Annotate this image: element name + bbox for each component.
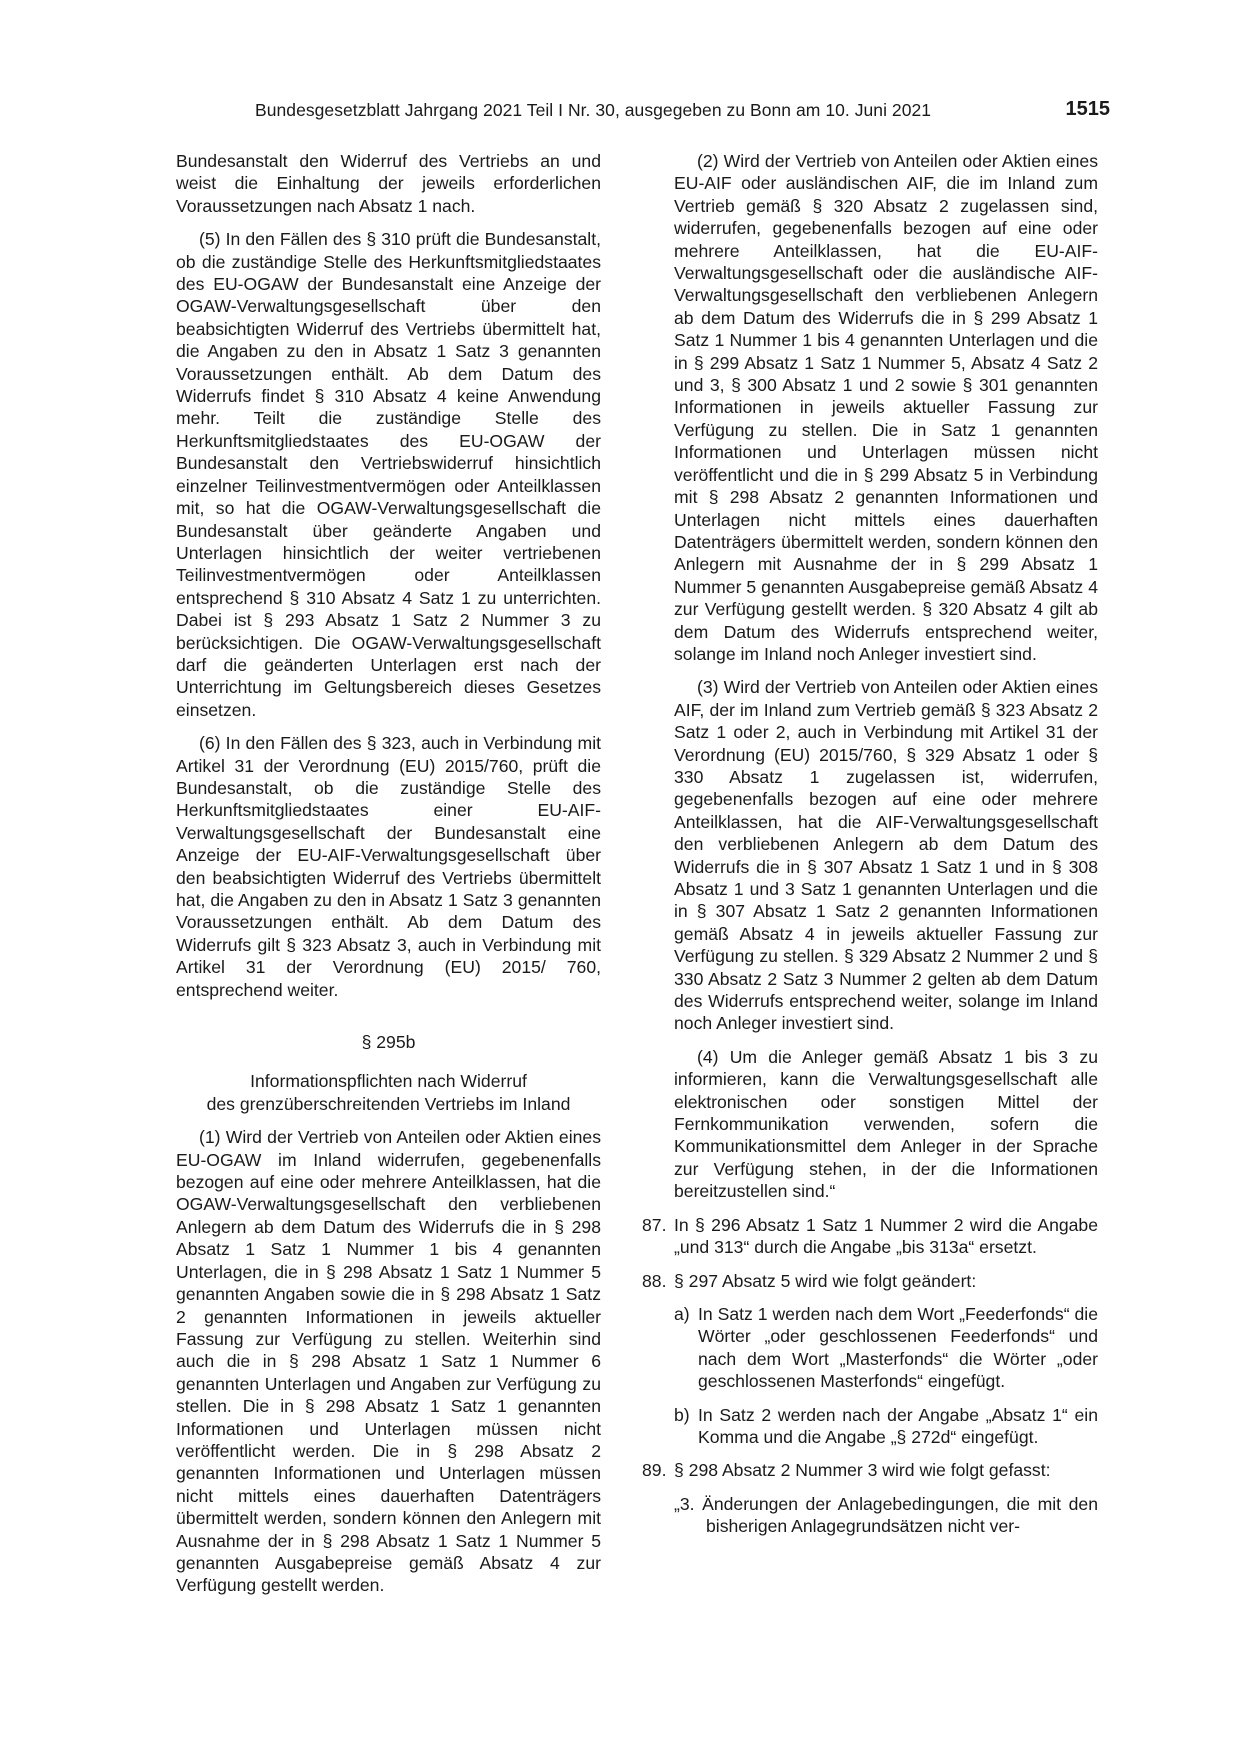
paragraph-3: (3) Wird der Vertrieb von Anteilen oder Aktien eines AIF, der im Inland zum Vertrieb gemäß § 323 Absatz 2 Satz 1 oder 2, auch in Verbindung mit Artikel 31 der Verordnung (EU) 2015/760, § 329 Absatz 1 oder § 330 Absatz 1 zugelassen ist, widerrufen, gegebenenfalls bezogen auf eine oder mehrere Anteilklassen, hat die AIF-Verwaltungsgesellschaft den verbliebenen Anlegern ab dem Datum des Widerrufs die in § 307 Absatz 1 Satz 1 und in § 308 Absatz 1 und 3 Satz 1 genannten Unterlagen und die in § 307 Absatz 1 Satz 2 genannten Informationen gemäß Absatz 4 in jeweils aktueller Fassung zur Verfügung zu stellen. § 329 Absatz 2 Nummer 2 und § 330 Absatz 2 Satz 3 Nummer 2 gelten ab dem Datum des Widerrufs entsprechend weiter, solange im Inland noch Anleger investiert sind. — [674, 677, 1098, 1034]
item-number: 89. — [642, 1460, 667, 1481]
paragraph-2: (2) Wird der Vertrieb von Anteilen oder Aktien eines EU-AIF oder ausländischen AIF, die im Inland zum Vertrieb gemäß § 320 Absatz 2 zugelassen sind, widerrufen, gegebenenfalls bezogen auf eine oder mehrere Anteilklassen, hat die EU-AIF-Verwaltungsgesellschaft oder die ausländische AIF-Verwaltungsgesellschaft den verbliebenen Anlegern ab dem Datum des Widerrufs die in § 299 Absatz 1 Satz 1 Nummer 1 bis 4 genannten Unterlagen und die in § 299 Absatz 1 Satz 1 Nummer 5, Absatz 4 Satz 2 und 3, § 300 Absatz 1 und 2 sowie § 301 genannten Informationen in jeweils aktueller Fassung zur Verfügung zu stellen. Die in Satz 1 genannten Informationen und Unterlagen müssen nicht veröffentlicht und die in § 299 Absatz 5 in Verbindung mit § 298 Absatz 2 genannten Informationen und Unterlagen nicht mittels eines dauerhaften Datenträgers übermittelt werden, sondern können den Anlegern mit Ausnahme der in § 299 Absatz 1 Nummer 5 genannten Ausgabepreise gemäß Absatz 4 zur Verfügung gestellt werden. § 320 Absatz 4 gilt ab dem Datum des Widerrufs entsprechend weiter, solange im Inland noch Anleger investiert sind. — [674, 151, 1098, 664]
sub-item-label: b) — [674, 1404, 690, 1425]
item-number: 88. — [642, 1270, 667, 1291]
left-column — [176, 150, 601, 1608]
section-title — [176, 1070, 601, 1115]
page-header — [175, 98, 1110, 128]
sub-item-88b — [674, 1404, 1098, 1449]
paragraph-continuation: Bundesanstalt den Widerruf des Vertriebs an und weist die Einhaltung der jeweils erforderlichen Voraussetzungen nach Absatz 1 nach. — [176, 151, 601, 216]
list-item-87 — [642, 1214, 1098, 1259]
section-title-line-1: Informationspflichten nach Widerruf — [250, 1071, 527, 1092]
item-text: § 297 Absatz 5 wird wie folgt geändert: — [674, 1270, 977, 1291]
section-number: § 295b — [361, 1032, 416, 1053]
sub-item-text: In Satz 1 werden nach dem Wort „Feederfonds“ die Wörter „oder geschlossenen Feederfonds“ und nach dem Wort „Masterfonds“ die Wörter „oder geschlossenen Masterfonds“ eingefügt. — [698, 1303, 1098, 1392]
paragraph-5: (5) In den Fällen des § 310 prüft die Bundesanstalt, ob die zuständige Stelle des Herkunftsmitgliedstaates des EU-OGAW der Bundesanstalt eine Anzeige der OGAW-Verwaltungsgesellschaft über den beabsichtigten Widerruf des Vertriebs übermittelt hat, die Angaben zu den in Absatz 1 Satz 3 genannten Voraussetzungen enthält. Ab dem Datum des Widerrufs findet § 310 Absatz 4 keine Anwendung mehr. Teilt die zuständige Stelle des Herkunftsmitgliedstaates des EU-OGAW der Bundesanstalt den Vertriebswiderruf hinsichtlich einzelner Teilinvestmentvermögen oder Anteilklassen mit, so hat die OGAW-Verwaltungsgesellschaft die Bundesanstalt über geänderte Angaben und Unterlagen hinsichtlich der weiter vertriebenen Teilinvestmentvermögen oder Anteilklassen entsprechend § 310 Absatz 4 Satz 1 zu unterrichten. Dabei ist § 293 Absatz 1 Satz 2 Nummer 3 zu berücksichtigen. Die OGAW-Verwaltungsgesellschaft darf die geänderten Unterlagen erst nach der Unterrichtung im Geltungsbereich dieses Gesetzes einsetzen. — [176, 229, 601, 720]
item-text: § 298 Absatz 2 Nummer 3 wird wie folgt gefasst: — [674, 1460, 1051, 1481]
list-item-88 — [642, 1270, 1098, 1292]
item-number: 87. — [642, 1214, 667, 1235]
item-text: In § 296 Absatz 1 Satz 1 Nummer 2 wird die Angabe „und 313“ durch die Angabe „bis 313a“ ersetzt. — [674, 1214, 1098, 1258]
paragraph-1: (1) Wird der Vertrieb von Anteilen oder Aktien eines EU-OGAW im Inland widerrufen, gegebenenfalls bezogen auf eine oder mehrere Anteilklassen, hat die OGAW-Verwaltungsgesellschaft den verbliebenen Anlegern ab dem Datum des Widerrufs die in § 298 Absatz 1 Satz 1 Nummer 1 bis 4 genannten Unterlagen, die in § 298 Absatz 1 Satz 1 Nummer 5 genannten Angaben sowie die in § 298 Absatz 1 Satz 2 genannten Informationen in jeweils aktueller Fassung zur Verfügung zu stellen. Weiterhin sind auch die in § 298 Absatz 1 Satz 1 Nummer 6 genannten Unterlagen und Angaben zur Verfügung zu stellen. Die in § 298 Absatz 1 Satz 1 genannten Informationen und Unterlagen müssen nicht veröffentlicht werden. Die in § 298 Absatz 2 genannten Informationen und Unterlagen müssen nicht mittels eines dauerhaften Datenträgers übermittelt werden, sondern können den Anlegern mit Ausnahme der in § 298 Absatz 1 Satz 1 Nummer 5 genannten Ausgabepreise gemäß Absatz 4 zur Verfügung gestellt werden. — [176, 1127, 601, 1596]
sub-item-text: In Satz 2 werden nach der Angabe „Absatz 1“ ein Komma und die Angabe „§ 272d“ eingefügt. — [698, 1404, 1098, 1447]
sub-item-label: a) — [674, 1303, 690, 1324]
running-title: Bundesgesetzblatt Jahrgang 2021 Teil I Nr. 30, ausgegeben zu Bonn am 10. Juni 2021 — [255, 100, 932, 120]
right-column — [642, 150, 1098, 1538]
quoted-amendment: „3. Änderungen der Anlagebedingungen, die mit den bisherigen Anlagegrundsätzen nicht ver- — [674, 1493, 1098, 1537]
paragraph-4: (4) Um die Anleger gemäß Absatz 1 bis 3 zu informieren, kann die Verwaltungsgesellschaft alle elektronischen oder sonstigen Mittel der Fernkommunikation verwenden, sofern die Kommunikationsmittel dem Anleger in der Sprache zur Verfügung stehen, in der die Informationen bereitzustellen sind.“ — [674, 1046, 1098, 1202]
list-item-89 — [642, 1459, 1098, 1481]
page-number: 1515 — [1065, 98, 1110, 120]
sub-item-88a — [674, 1303, 1098, 1393]
paragraph-6: (6) In den Fällen des § 323, auch in Verbindung mit Artikel 31 der Verordnung (EU) 2015/760, prüft die Bundesanstalt, ob die zuständige Stelle des Herkunftsmitgliedstaates einer EU-AIF-Verwaltungsgesellschaft der Bundesanstalt eine Anzeige der EU-AIF-Verwaltungsgesellschaft über den beabsichtigten Widerruf des Vertriebs übermittelt hat, die Angaben zu den in Absatz 1 Satz 3 genannten Voraussetzungen enthält. Ab dem Datum des Widerrufs gilt § 323 Absatz 3, auch in Verbindung mit Artikel 31 der Verordnung (EU) 2015/ 760, entsprechend weiter. — [176, 733, 601, 1000]
section-title-line-2: des grenzüberschreitenden Vertriebs im Inland — [206, 1093, 571, 1114]
